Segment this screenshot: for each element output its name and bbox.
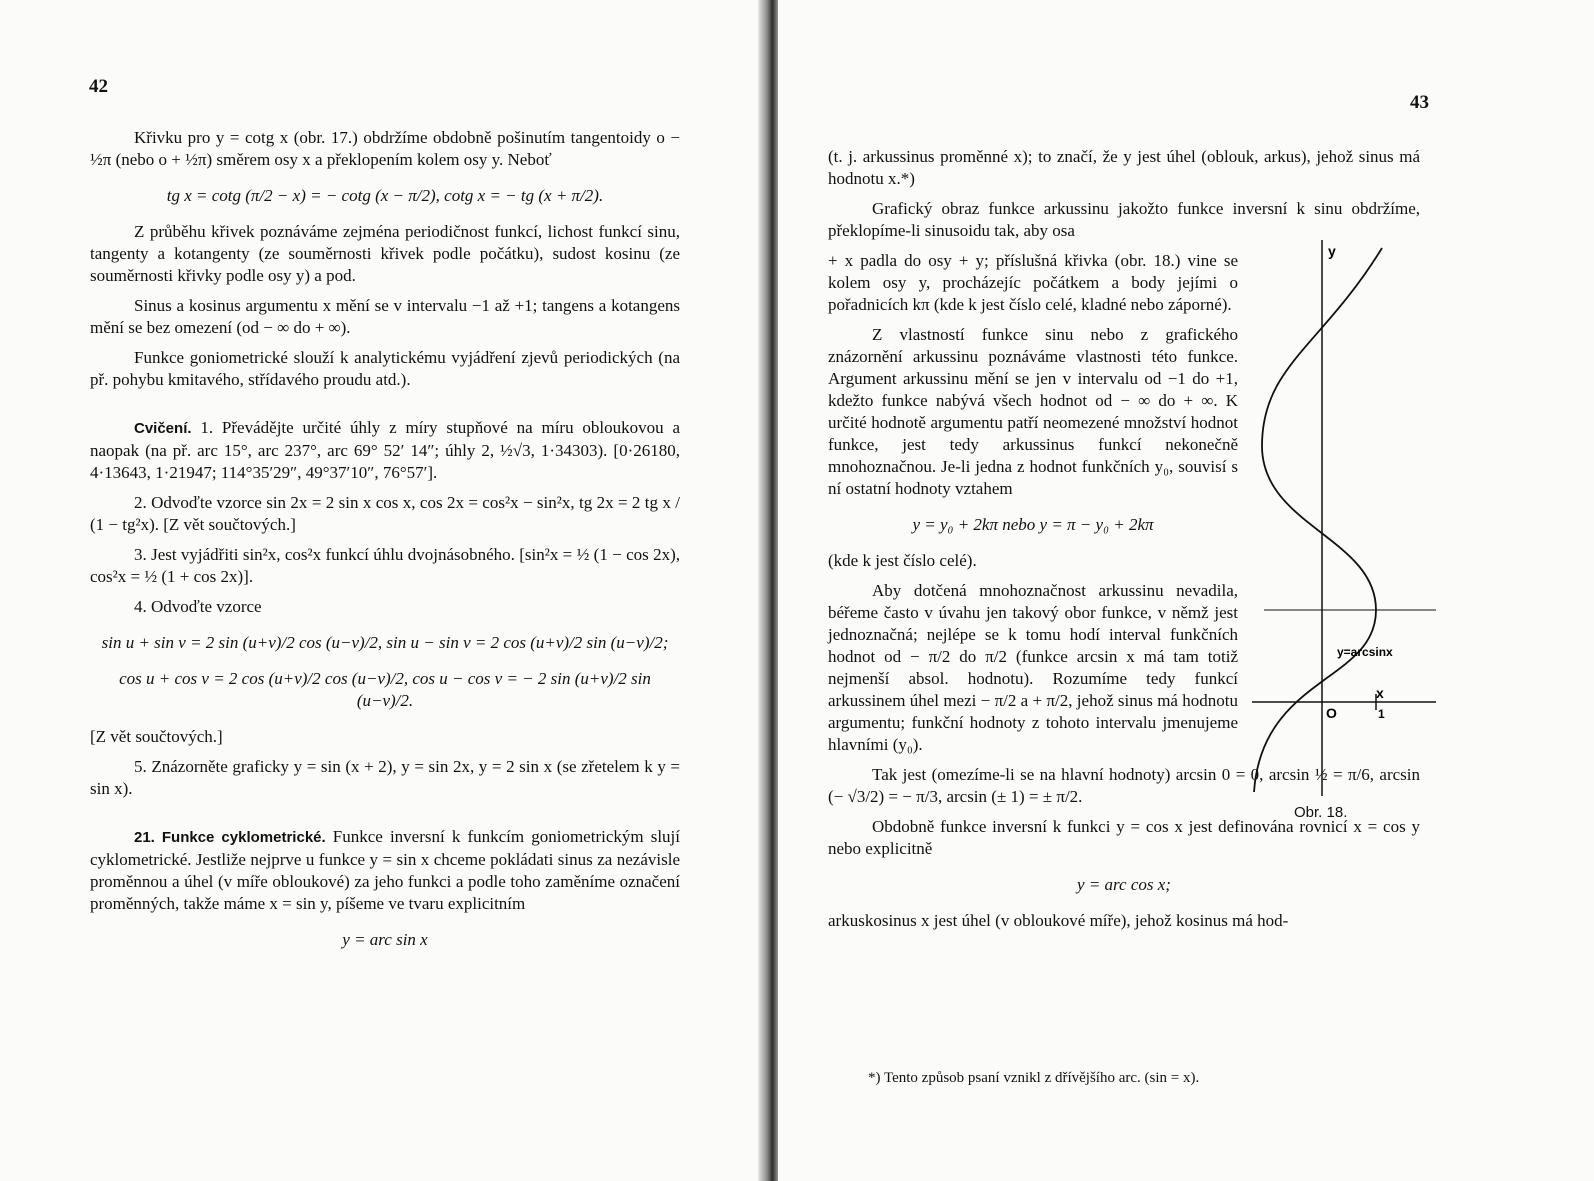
unit-label: 1	[1378, 707, 1385, 721]
left-page	[0, 0, 772, 1181]
exercises-label: Cvičení.	[134, 420, 192, 437]
exercise: 4. Odvoďte vzorce	[134, 597, 262, 616]
paragraph: + x padla do osy + y; příslušná křivka (obr. 18.) vine se kolem osy y, procházejíc počátkem a body jejími o pořadnicích kπ (kde k jest číslo celé, kladné nebo záporné).	[828, 251, 1238, 314]
curve-label: y=arcsinx	[1337, 645, 1393, 659]
paragraph: Sinus a kosinus argumentu x mění se v intervalu −1 až +1; tangens a kotangens mění se bez omezení (od − ∞ do + ∞).	[90, 296, 680, 337]
paragraph: Obdobně funkce inversní k funkci y = cos x jest definována rovnicí x = cos y nebo explicitně	[828, 817, 1420, 858]
formula: cos u + cos v = 2 cos (u+v)/2 cos (u−v)/2, cos u − cos v = − 2 sin (u+v)/2 sin (u−v)/2.	[119, 669, 651, 710]
paragraph: (t. j. arkussinus proměnné x); to značí, že y jest úhel (oblouk, arkus), jehož sinus má hodnotu x.*)	[828, 147, 1420, 188]
paragraph: arkuskosinus x jest úhel (v obloukové míře), jehož kosinus má hod-	[828, 911, 1289, 930]
exercise: 5. Znázorněte graficky y = sin (x + 2), y = sin 2x, y = 2 sin x (se zřetelem k y = sin x).	[90, 757, 680, 798]
formula: sin u + sin v = 2 sin (u+v)/2 cos (u−v)/2, sin u − sin v = 2 cos (u+v)/2 sin (u−v)/2;	[101, 633, 669, 652]
formula: tg x = cotg (π/2 − x) = − cotg (x − π/2), cotg x = − tg (x + π/2).	[166, 186, 604, 205]
narrow-column	[828, 250, 1238, 756]
exercise: 3. Jest vyjádřiti sin²x, cos²x funkcí úhlu dvojnásobného. [sin²x = ½ (1 − cos 2x), cos²x = ½ (1 + cos 2x)].	[90, 545, 680, 586]
left-page-text	[90, 127, 680, 965]
figure-caption: Obr. 18.	[1294, 804, 1348, 821]
paragraph: Grafický obraz funkce arkussinu jakožto funkce inversní k sinu obdržíme, překlopíme-li sinusoidu tak, aby osa	[828, 199, 1420, 240]
section-heading: 21. Funkce cyklometrické.	[134, 829, 326, 846]
paragraph: Funkce goniometrické slouží k analytickému vyjádření zjevů periodických (na př. pohybu kmitavého, střídavého proudu atd.).	[90, 348, 680, 389]
page-number: 42	[89, 76, 108, 97]
formula: y = y₀ + 2kπ nebo y = π − y₀ + 2kπ	[912, 515, 1154, 534]
arcsin-curve	[1254, 248, 1382, 792]
section-text: Funkce inversní k funkcím goniometrickým slují cyklometrické. Jestliže nejprve u funkce y = sin x chceme pokládati sinus za nezávisle proměnnou a úhel (v míře obloukové) za jeho funkci a podle toho zaměníme označení proměnných, takže máme x = sin y, píšeme ve tvaru explicitním	[90, 827, 681, 913]
exercise-note: [Z vět součtových.]	[90, 727, 223, 746]
exercise: 2. Odvoďte vzorce sin 2x = 2 sin x cos x, cos 2x = cos²x − sin²x, tg 2x = 2 tg x / (1 − tg²x). [Z vět součtových.]	[90, 493, 680, 534]
exercise: 1. Převádějte určité úhly z míry stupňové na míru obloukovou a naopak (na př. arc 15°, arc 237°, arc 69° 52′ 14″; úhly 2, ½√3, 1·34303). [0·26180, 4·13643, 1·21947; 114°35′29″, 49°37′10″, 76°57′].	[90, 418, 680, 482]
paragraph: Z vlastností funkce sinu nebo z grafického znázornění arkussinu poznáváme vlastnosti této funkce. Argument arkussinu mění se jen v intervalu od −1 do +1, kdežto funkce nabývá všech hodnot od − ∞ do + ∞. K určité hodnotě argumentu patří neomezené množství hodnot funkce, jest tedy arkussinus funkcí nekonečně mnohoznačnou. Je-li jedna z hodnot funkčních y₀, souvisí s ní ostatní hodnoty vztahem	[828, 325, 1238, 498]
formula: y = arc cos x;	[1077, 875, 1171, 894]
footnote: *) Tento způsob psaní vznikl z dřívějšího arc. (sin = x).	[868, 1070, 1200, 1086]
paragraph: Křivku pro y = cotg x (obr. 17.) obdržíme obdobně pošinutím tangentoidy o − ½π (nebo o + ½π) směrem osy x a překlopením kolem osy y. Neboť	[90, 128, 680, 169]
formula: y = arc sin x	[342, 930, 428, 949]
paragraph: Z průběhu křivek poznáváme zejména periodičnost funkcí, lichost funkcí sinu, tangenty a kotangenty (ze souměrnosti křivek podle počátku), sudost kosinu (ze souměrnosti křivky podle osy y) a pod.	[90, 222, 680, 285]
origin-label: O	[1326, 705, 1337, 721]
paragraph: (kde k jest číslo celé).	[828, 551, 977, 570]
paragraph: Aby dotčená mnohoznačnost arkussinu nevadila, béřeme často v úvahu jen takový obor funkce, v němž jest jednoznačná; nejlépe se k tomu hodí interval funkčních hodnot od − π/2 do π/2 (funkce arcsin x má tam totiž nejmenší absol. hodnotu). Rozumíme tedy funkcí arkussinem úhel mezi − π/2 a + π/2, jehož sinus má hodnotu argumentu; funkční hodnoty z tohoto intervalu jmenujeme hlavními (y₀).	[828, 581, 1238, 754]
paragraph: Tak jest (omezíme-li se na hlavní hodnoty) arcsin 0 = 0, arcsin ½ = π/6, arcsin (− √3/2) = − π/3, arcsin (± 1) = ± π/2.	[828, 765, 1420, 806]
page-number: 43	[1410, 92, 1429, 113]
y-axis-label: y	[1328, 243, 1336, 259]
arcsin-figure	[1252, 236, 1436, 836]
x-axis-label: x	[1376, 685, 1384, 701]
